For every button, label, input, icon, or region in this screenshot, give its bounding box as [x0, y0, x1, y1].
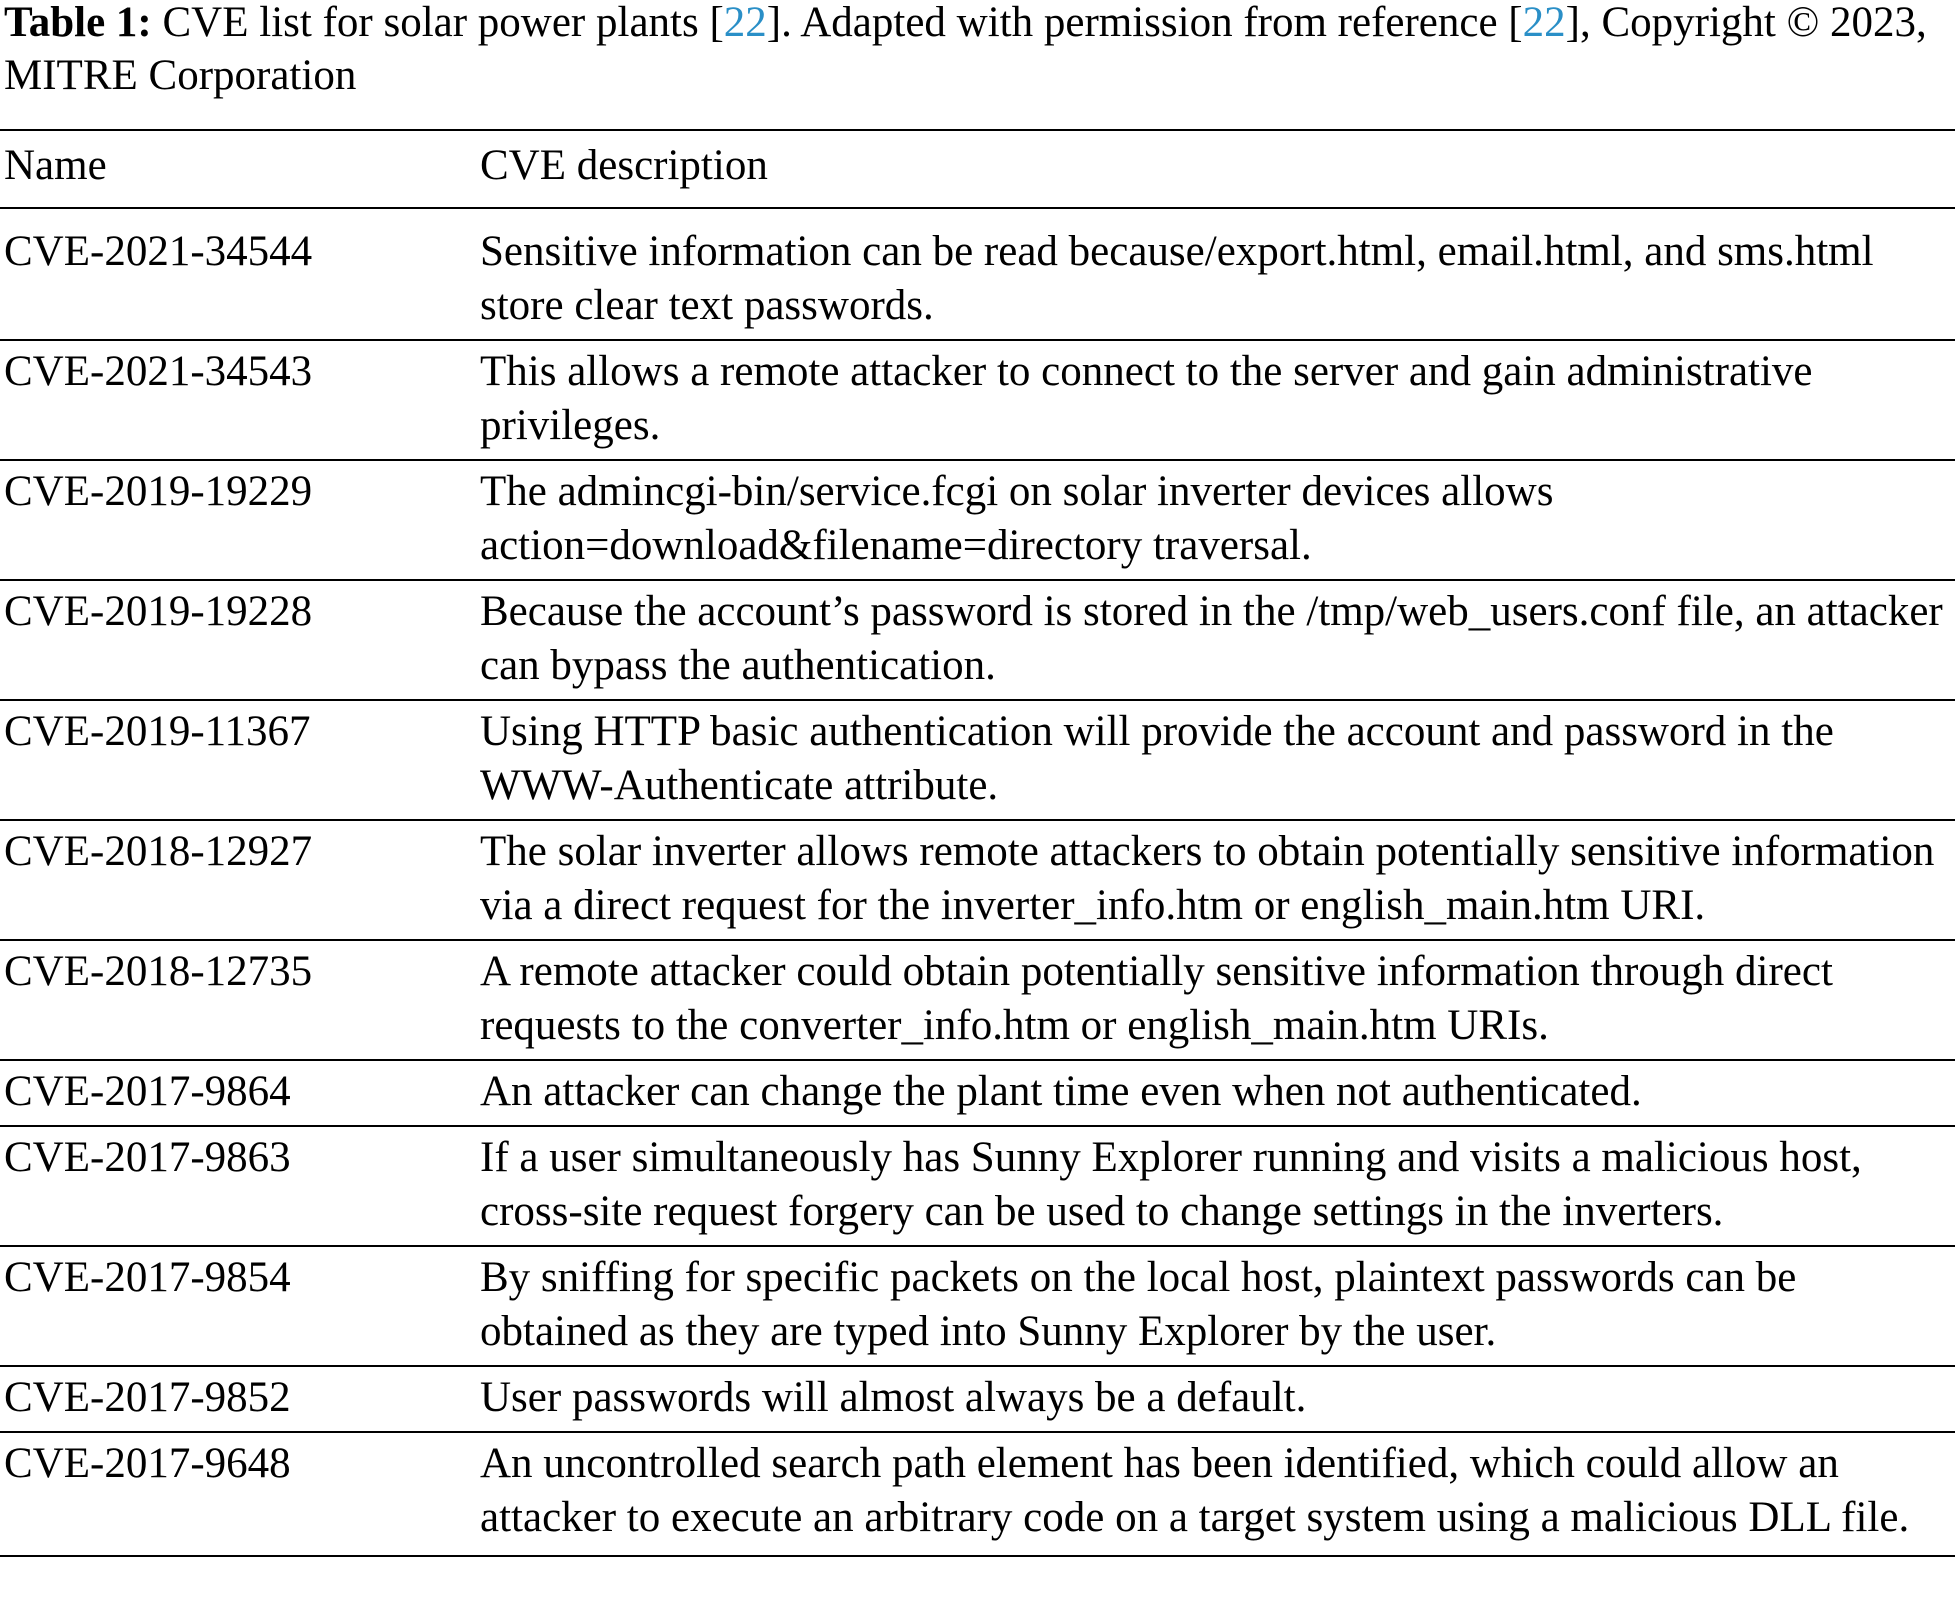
header-description: CVE description: [480, 142, 768, 189]
cve-id: CVE-2019-19228: [4, 588, 313, 635]
table-row: [0, 1126, 1955, 1246]
citation-link-1[interactable]: 22: [723, 0, 767, 46]
cve-description: An attacker can change the plant time even when not authenticated.: [480, 1068, 1642, 1115]
cve-id: CVE-2017-9648: [4, 1440, 291, 1487]
cve-description: By sniffing for specific packets on the local host, plaintext passwords can be obtained as they are typed into Sunny Explorer by the user.: [480, 1254, 1797, 1355]
table-header: [0, 130, 1955, 208]
cve-id: CVE-2017-9852: [4, 1374, 291, 1421]
cve-id: CVE-2021-34543: [4, 348, 313, 395]
cve-id: CVE-2021-34544: [4, 228, 313, 275]
cve-table: [0, 129, 1955, 1557]
table-row: [0, 1366, 1955, 1432]
table-row: [0, 340, 1955, 460]
table-row: [0, 460, 1955, 580]
caption-text-1: CVE list for solar power plants [: [151, 0, 724, 46]
cve-id: CVE-2017-9864: [4, 1068, 291, 1115]
cve-description: If a user simultaneously has Sunny Explorer running and visits a malicious host, cross-site request forgery can be used to change settings in the inverters.: [480, 1134, 1862, 1235]
cve-id: CVE-2019-19229: [4, 468, 313, 515]
cve-id: CVE-2018-12735: [4, 948, 313, 995]
cve-id: CVE-2017-9863: [4, 1134, 291, 1181]
table-row: [0, 820, 1955, 940]
header-row: [0, 130, 1955, 208]
table-row: [0, 208, 1955, 340]
cve-description: A remote attacker could obtain potentially sensitive information through direct requests to the converter_info.htm or english_main.htm URIs.: [480, 948, 1833, 1049]
cve-description: Sensitive information can be read because/export.html, email.html, and sms.html store clear text passwords.: [480, 228, 1874, 329]
caption-text-3: ], Copyright © 2023, MITRE Corporation: [4, 0, 1927, 99]
cve-id: CVE-2018-12927: [4, 828, 313, 875]
table-body: [0, 208, 1955, 1556]
table-row: [0, 700, 1955, 820]
cve-description: The solar inverter allows remote attackers to obtain potentially sensitive information via a direct request for the inverter_info.htm or english_main.htm URI.: [480, 828, 1935, 929]
cve-description: An uncontrolled search path element has been identified, which could allow an attacker to execute an arbitrary code on a target system using a malicious DLL file.: [480, 1440, 1910, 1541]
caption-text-2: ]. Adapted with permission from reference [: [766, 0, 1523, 46]
caption-label: Table 1:: [4, 0, 152, 46]
cve-description: Using HTTP basic authentication will provide the account and password in the WWW-Authenticate attribute.: [480, 708, 1834, 809]
cve-id: CVE-2019-11367: [4, 708, 311, 755]
table-row: [0, 1246, 1955, 1366]
cve-description: User passwords will almost always be a default.: [480, 1374, 1307, 1421]
table-row: [0, 1060, 1955, 1126]
cve-id: CVE-2017-9854: [4, 1254, 291, 1301]
cve-description: Because the account’s password is stored in the /tmp/web_users.conf file, an attacker can bypass the authentication.: [480, 588, 1943, 689]
table-caption: [4, 0, 1949, 102]
table-row: [0, 940, 1955, 1060]
cve-description: The admincgi-bin/service.fcgi on solar inverter devices allows action=download&filename=directory traversal.: [480, 468, 1554, 569]
table-row: [0, 1432, 1955, 1556]
table-row: [0, 580, 1955, 700]
header-name: Name: [4, 142, 107, 189]
cve-description: This allows a remote attacker to connect to the server and gain administrative privileges.: [480, 348, 1813, 449]
citation-link-2[interactable]: 22: [1522, 0, 1566, 46]
